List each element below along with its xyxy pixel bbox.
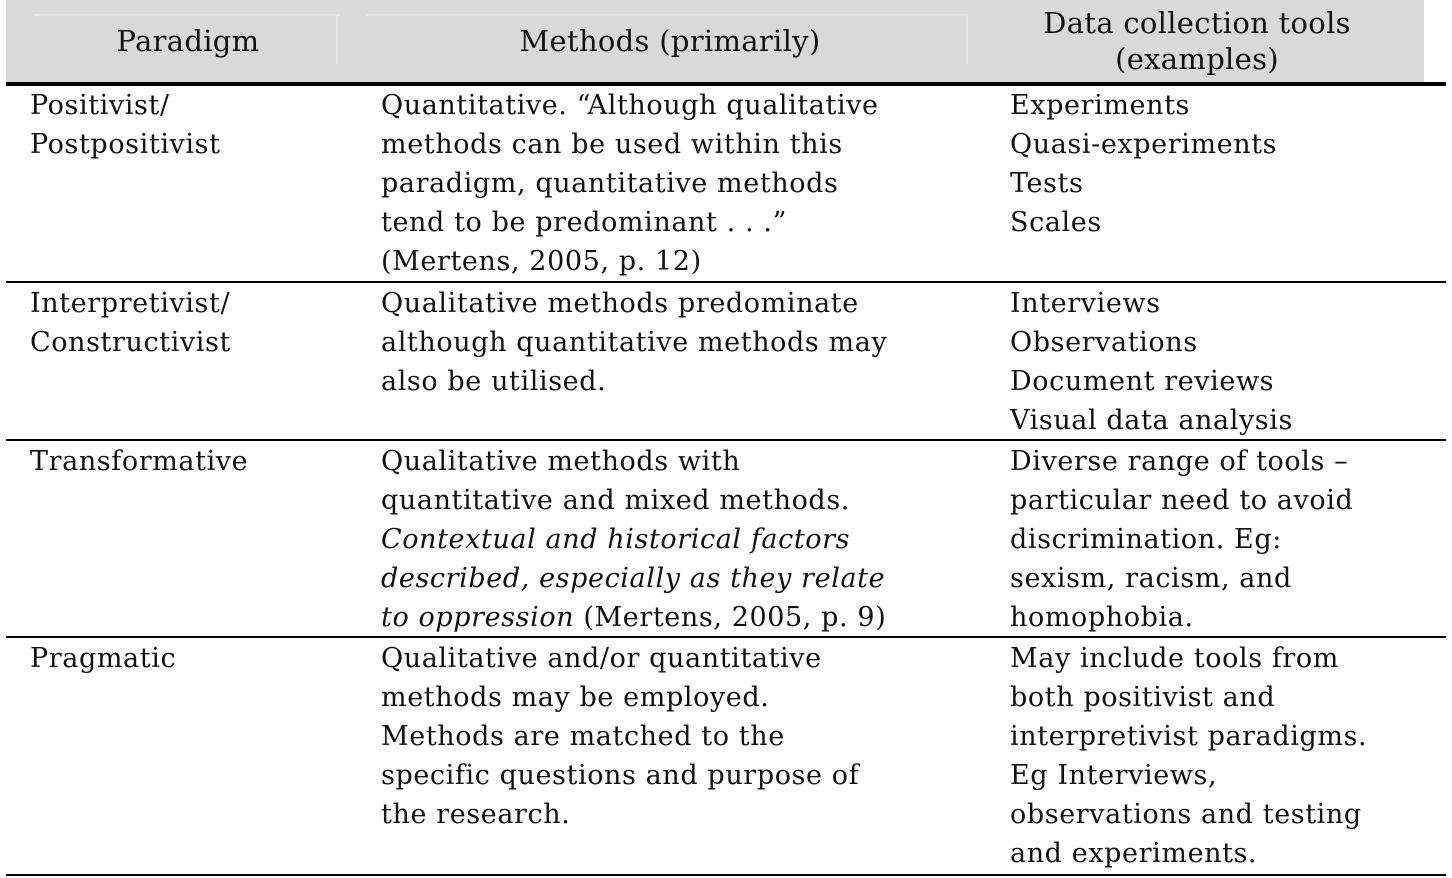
- row-divider: [6, 281, 1446, 283]
- methods-text: Quantitative. “Although qualitative: [381, 90, 879, 121]
- tools-cell: [1010, 639, 1367, 873]
- tool-item: sexism, racism, and: [1010, 563, 1292, 594]
- paradigm-cell: [30, 442, 248, 481]
- methods-line: [381, 559, 886, 598]
- tool-item: particular need to avoid: [1010, 485, 1354, 516]
- paradigm-text: Interpretivist/: [30, 288, 231, 319]
- tool-item: May include tools from: [1010, 643, 1339, 674]
- methods-line: [381, 520, 886, 559]
- methods-text: although quantitative methods may: [381, 327, 888, 358]
- header-methods: [370, 0, 970, 82]
- methods-line: [381, 362, 887, 401]
- methods-text: Contextual and historical factors: [381, 524, 851, 555]
- tool-item: discrimination. Eg:: [1010, 524, 1282, 555]
- methods-line: [381, 323, 887, 362]
- methods-text: paradigm, quantitative methods: [381, 168, 839, 199]
- methods-text: Qualitative and/or quantitative: [381, 643, 822, 674]
- tool-item: observations and testing: [1010, 799, 1362, 830]
- methods-cell: [381, 284, 887, 401]
- header-tools: [970, 0, 1424, 82]
- paradigm-text: Constructivist: [30, 327, 231, 358]
- methods-text: specific questions and purpose of: [381, 760, 860, 791]
- tool-item: Diverse range of tools –: [1010, 446, 1349, 477]
- header-paradigm: [6, 0, 370, 82]
- methods-text: also be utilised.: [381, 366, 607, 397]
- methods-line: [381, 598, 886, 637]
- methods-text: (Mertens, 2005, p. 9): [574, 602, 887, 633]
- paradigm-text: Transformative: [30, 446, 249, 477]
- header-label: Data collection tools: [1043, 6, 1351, 40]
- methods-text: Qualitative methods with: [381, 446, 741, 477]
- methods-cell: [381, 86, 879, 281]
- bottom-rule: [6, 874, 1446, 876]
- methods-text: quantitative and mixed methods.: [381, 485, 850, 516]
- paradigm-text: Positivist/: [30, 90, 170, 121]
- paradigm-cell: [30, 284, 231, 362]
- methods-line: [381, 481, 886, 520]
- tool-item: Experiments: [1010, 90, 1191, 121]
- methods-text: Qualitative methods predominate: [381, 288, 859, 319]
- methods-text: tend to be predominant . . .”: [381, 207, 787, 238]
- tool-item: Document reviews: [1010, 366, 1275, 397]
- methods-line: [381, 125, 879, 164]
- tool-item: Tests: [1010, 168, 1084, 199]
- methods-cell: [381, 639, 859, 834]
- header-label: Paradigm: [116, 24, 260, 58]
- methods-line: [381, 795, 859, 834]
- tools-cell: [1010, 86, 1277, 242]
- methods-line: [381, 639, 859, 678]
- methods-text: (Mertens, 2005, p. 12): [381, 246, 702, 277]
- paradigm-text: Postpositivist: [30, 129, 221, 160]
- table-header: [6, 0, 1424, 82]
- paradigm-cell: [30, 639, 176, 678]
- tool-item: Interviews: [1010, 288, 1161, 319]
- paradigm-cell: [30, 86, 221, 164]
- tools-cell: [1010, 442, 1353, 637]
- tool-item: Quasi-experiments: [1010, 129, 1278, 160]
- tools-cell: [1010, 284, 1293, 440]
- tool-item: Scales: [1010, 207, 1102, 238]
- methods-line: [381, 284, 887, 323]
- header-label: (examples): [1115, 42, 1279, 76]
- methods-line: [381, 242, 879, 281]
- methods-line: [381, 678, 859, 717]
- methods-line: [381, 717, 859, 756]
- methods-line: [381, 203, 879, 242]
- tool-item: Observations: [1010, 327, 1198, 358]
- tool-item: homophobia.: [1010, 602, 1194, 633]
- methods-line: [381, 442, 886, 481]
- paradigm-text: Pragmatic: [30, 643, 177, 674]
- tool-item: both positivist and: [1010, 682, 1276, 713]
- methods-line: [381, 756, 859, 795]
- tool-item: and experiments.: [1010, 838, 1258, 869]
- methods-text: described, especially as they relate: [381, 563, 886, 594]
- tool-item: interpretivist paradigms.: [1010, 721, 1368, 752]
- tool-item: Eg Interviews,: [1010, 760, 1218, 791]
- methods-line: [381, 86, 879, 125]
- methods-text: the research.: [381, 799, 571, 830]
- methods-line: [381, 164, 879, 203]
- methods-text: methods may be employed.: [381, 682, 770, 713]
- methods-text: Methods are matched to the: [381, 721, 785, 752]
- methods-text: to oppression: [381, 602, 575, 633]
- header-label: Methods (primarily): [519, 24, 821, 58]
- tool-item: Visual data analysis: [1010, 405, 1293, 436]
- methods-text: methods can be used within this: [381, 129, 843, 160]
- methods-cell: [381, 442, 886, 637]
